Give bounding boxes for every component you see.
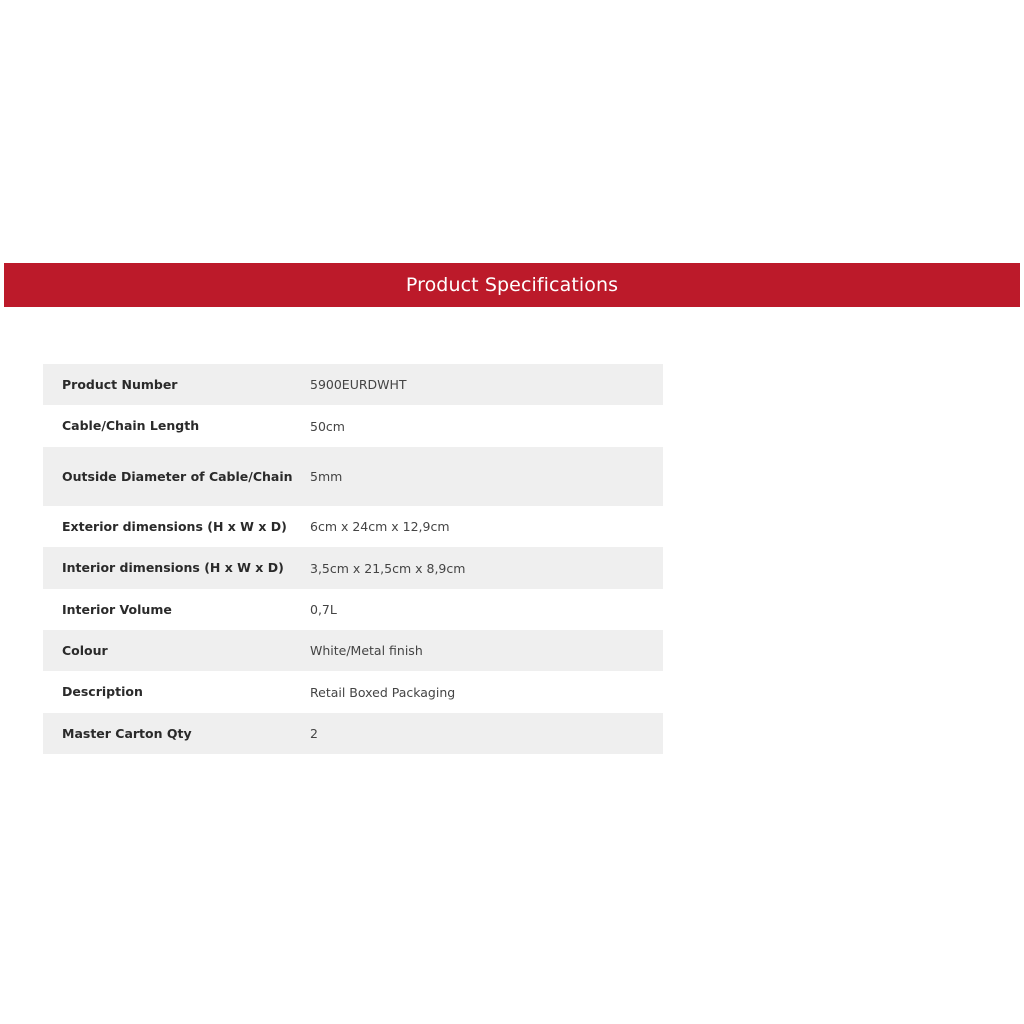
spec-label: Interior dimensions (H x W x D)	[43, 547, 310, 589]
spec-label: Product Number	[43, 364, 310, 405]
spec-value: White/Metal finish	[310, 630, 663, 671]
table-row	[43, 671, 663, 713]
specifications-table	[43, 364, 663, 754]
table-row	[43, 589, 663, 630]
spec-label: Interior Volume	[62, 601, 172, 617]
table-row	[43, 405, 663, 447]
spec-label: Cable/Chain Length	[62, 418, 200, 433]
spec-label: Exterior dimensions (H x W x D)	[62, 518, 287, 534]
spec-value: 6cm x 24cm x 12,9cm	[310, 519, 450, 534]
spec-value: 5900EURDWHT	[310, 364, 663, 405]
spec-value: 0,7L	[310, 602, 337, 617]
table-row	[43, 713, 663, 754]
spec-value: 5mm	[310, 447, 663, 506]
spec-label: Colour	[43, 630, 310, 671]
page-title: Product Specifications	[405, 274, 619, 296]
table-row	[43, 364, 663, 405]
spec-value: 2	[310, 713, 663, 754]
spec-value: 3,5cm x 21,5cm x 8,9cm	[310, 547, 663, 589]
spec-label: Master Carton Qty	[43, 713, 310, 754]
spec-value: Retail Boxed Packaging	[310, 684, 456, 700]
table-row	[43, 630, 663, 671]
spec-value: 50cm	[310, 418, 345, 434]
specifications-banner	[4, 263, 1020, 307]
table-row	[43, 447, 663, 506]
table-row	[43, 506, 663, 547]
spec-label: Outside Diameter of Cable/Chain	[43, 447, 310, 506]
table-row	[43, 547, 663, 589]
spec-label: Description	[62, 684, 143, 699]
